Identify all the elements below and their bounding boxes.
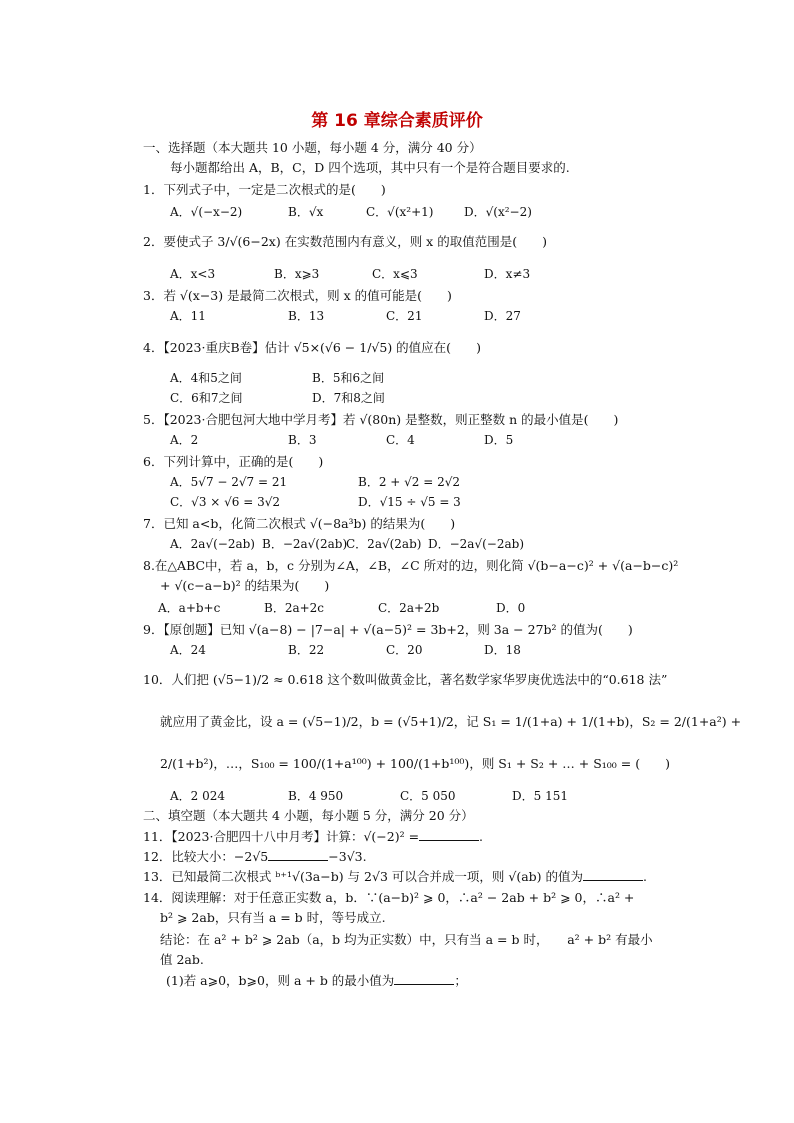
- question-13: [143, 868, 647, 885]
- question-1-option-a: A．√(−x−2): [170, 205, 243, 219]
- question-14-part-1: [166, 972, 467, 989]
- question-4-option-a: A．4和5之间: [170, 371, 242, 385]
- question-7-option-b: B．−2a√(2ab): [262, 537, 348, 551]
- question-6-stem: 6．下列计算中，正确的是( ): [143, 454, 324, 469]
- question-8-option-a: A．a+b+c: [158, 601, 221, 615]
- question-10-line-2: 就应用了黄金比，设 a = (√5−1)/2，b = (√5+1)/2，记 S₁ = 1/(1+a) + 1/(1+b)，S₂ = 2/(1+a²) +: [160, 714, 742, 729]
- question-8-option-c: C．2a+2b: [378, 601, 440, 615]
- question-8-stem-continued: + √(c−a−b)² 的结果为( ): [160, 578, 330, 593]
- page-title: 第 16 章综合素质评价: [311, 111, 483, 131]
- question-9-option-b: B．22: [288, 643, 325, 657]
- question-7-option-a: A．2a√(−2ab): [170, 537, 255, 551]
- question-4-option-d: D．7和8之间: [312, 391, 385, 405]
- question-2-option-a: A．x<3: [170, 267, 216, 281]
- question-1-option-d: D．√(x²−2): [464, 205, 532, 219]
- question-2-stem: 2．要使式子 3/√(6−2x) 在实数范围内有意义，则 x 的取值范围是( ): [143, 234, 547, 249]
- question-9-option-a: A．24: [170, 643, 206, 657]
- question-10-option-c: C．5 050: [400, 789, 456, 803]
- question-14-part-1-blank: [394, 972, 454, 985]
- question-10-line-3: 2/(1+b²)，…，S₁₀₀ = 100/(1+a¹⁰⁰) + 100/(1+b¹⁰⁰)，则 S₁ + S₂ + … + S₁₀₀ = ( ): [160, 756, 670, 771]
- question-1-option-c: C．√(x²+1): [366, 205, 434, 219]
- question-8-option-d: D．0: [496, 601, 526, 615]
- question-4-option-c: C．6和7之间: [170, 391, 243, 405]
- question-10-option-a: A．2 024: [170, 789, 226, 803]
- question-14-part-1-end: ；: [454, 973, 467, 988]
- question-12: [143, 848, 367, 865]
- question-14-line-3: 结论：在 a² + b² ⩾ 2ab（a，b 均为正实数）中，只有当 a = b 时， a² + b² 有最小: [160, 932, 653, 947]
- question-7-option-c: C．2a√(2ab): [346, 537, 422, 551]
- question-10-option-b: B．4 950: [288, 789, 344, 803]
- question-8-option-b: B．2a+2c: [264, 601, 325, 615]
- question-14-line-2: b² ⩾ 2ab，只有当 a = b 时，等号成立.: [160, 910, 386, 925]
- question-11: [143, 828, 483, 845]
- question-11-end: .: [479, 829, 484, 844]
- question-12-end: −3√3.: [328, 849, 367, 864]
- question-1-option-b: B．√x: [288, 205, 324, 219]
- question-8-stem: 8.在△ABC中，若 a，b，c 分别为∠A，∠B，∠C 所对的边，则化简 √(b−a−c)² + √(a−b−c)²: [143, 558, 679, 573]
- question-12-answer-blank: [268, 848, 328, 861]
- question-7-option-d: D．−2a√(−2ab): [428, 537, 525, 551]
- question-10-line-1: 10．人们把 (√5−1)/2 ≈ 0.618 这个数叫做黄金比，著名数学家华罗庚优选法中的“0.618 法”: [143, 672, 668, 687]
- question-5-stem: 5．【2023·合肥包河大地中学月考】若 √(80n) 是整数，则正整数 n 的最小值是( ): [143, 412, 619, 427]
- question-3-stem: 3．若 √(x−3) 是最简二次根式，则 x 的值可能是( ): [143, 288, 452, 303]
- section-one-header: 一、选择题（本大题共 10 小题，每小题 4 分，满分 40 分）: [143, 140, 482, 155]
- question-9-option-d: D．18: [484, 643, 521, 657]
- question-9-stem: 9．【原创题】已知 √(a−8) − |7−a| + √(a−5)² = 3b+2，则 3a − 27b² 的值为( ): [143, 622, 633, 637]
- question-5-option-a: A．2: [170, 433, 199, 447]
- question-5-option-c: C．4: [386, 433, 415, 447]
- question-11-answer-blank: [419, 828, 479, 841]
- question-13-end: .: [643, 869, 647, 884]
- question-1-stem: 1．下列式子中，一定是二次根式的是( ): [143, 182, 386, 197]
- question-2-option-c: C．x⩽3: [372, 267, 418, 281]
- question-10-option-d: D．5 151: [512, 789, 568, 803]
- question-5-option-d: D．5: [484, 433, 514, 447]
- question-6-option-d: D．√15 ÷ √5 = 3: [358, 495, 461, 509]
- question-14-line-1: 14．阅读理解：对于任意正实数 a，b．∵(a−b)² ⩾ 0，∴a² − 2ab + b² ⩾ 0，∴a² +: [143, 890, 635, 905]
- section-two-header: 二、填空题（本大题共 4 小题，每小题 5 分，满分 20 分）: [143, 808, 474, 823]
- question-13-answer-blank: [583, 868, 643, 881]
- question-2-option-d: D．x≠3: [484, 267, 531, 281]
- question-14-line-4: 值 2ab.: [160, 952, 204, 967]
- question-3-option-c: C．21: [386, 309, 423, 323]
- question-7-stem: 7．已知 a<b，化简二次根式 √(−8a³b) 的结果为( ): [143, 516, 456, 531]
- question-4-option-b: B．5和6之间: [312, 371, 385, 385]
- question-2-option-b: B．x⩾3: [274, 267, 320, 281]
- question-13-stem: 13．已知最简二次根式 ᵇ⁺¹√(3a−b) 与 2√3 可以合并成一项，则 √(ab) 的值为: [143, 869, 583, 884]
- question-12-stem: 12．比较大小：−2√5: [143, 849, 269, 864]
- question-6-option-b: B．2 + √2 = 2√2: [358, 475, 461, 489]
- question-3-option-a: A．11: [170, 309, 206, 323]
- question-3-option-b: B．13: [288, 309, 325, 323]
- question-4-stem: 4．【2023·重庆B卷】估计 √5×(√6 − 1/√5) 的值应在( ): [143, 340, 481, 355]
- question-11-stem: 11．【2023·合肥四十八中月考】计算：√(−2)² =: [143, 829, 420, 844]
- question-14-part-1-text: (1)若 a⩾0，b⩾0，则 a + b 的最小值为: [166, 973, 395, 988]
- question-3-option-d: D．27: [484, 309, 521, 323]
- question-6-option-c: C．√3 × √6 = 3√2: [170, 495, 281, 509]
- question-6-option-a: A．5√7 − 2√7 = 21: [170, 475, 288, 489]
- question-5-option-b: B．3: [288, 433, 317, 447]
- section-one-note: 每小题都给出 A，B，C，D 四个选项，其中只有一个是符合题目要求的.: [170, 160, 570, 175]
- question-9-option-c: C．20: [386, 643, 423, 657]
